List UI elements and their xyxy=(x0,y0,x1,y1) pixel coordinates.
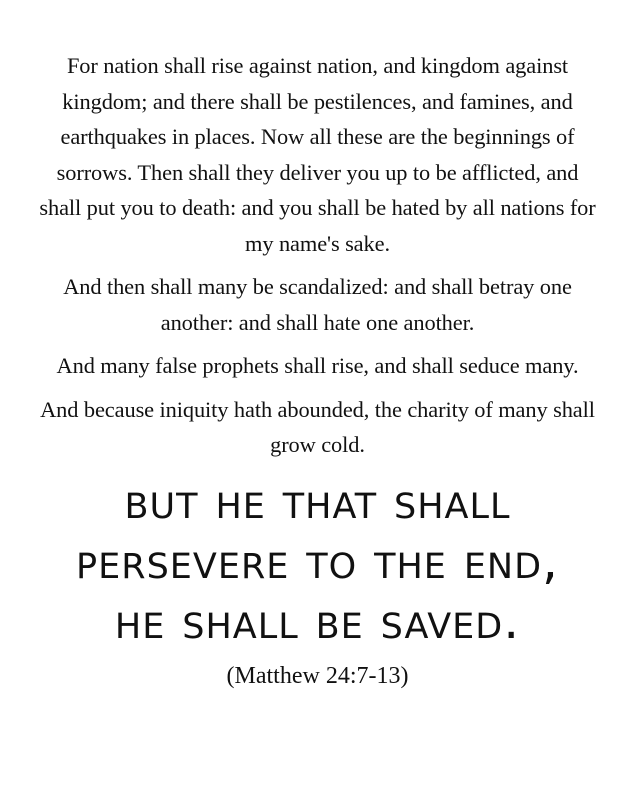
verse-paragraph-1: For nation shall rise against nation, and kingdom against kingdom; and there shall be pestilences, and famines, and earthquakes in places. Now all these are the beginnings of sorrows. Then shall they deliver you up to be afflicted, and shall put you to death: and you shall be hated by all nations for my name's sake. xyxy=(39,53,596,256)
scripture-page xyxy=(0,48,635,693)
headline-line-2: persevere to the end, xyxy=(76,531,559,590)
headline xyxy=(18,471,618,651)
verse-paragraph-3: And many false prophets shall rise, and shall seduce many. xyxy=(56,353,579,378)
verse-paragraph-4: And because iniquity hath abounded, the charity of many shall grow cold. xyxy=(40,396,595,457)
verse-paragraph-2: And then shall many be scandalized: and shall betray one another: and shall hate one another. xyxy=(63,274,572,335)
headline-line-3: he shall be saved. xyxy=(114,591,521,650)
scripture-reference: (Matthew 24:7-13) xyxy=(226,662,409,689)
headline-line-1: but he that shall xyxy=(124,471,511,530)
